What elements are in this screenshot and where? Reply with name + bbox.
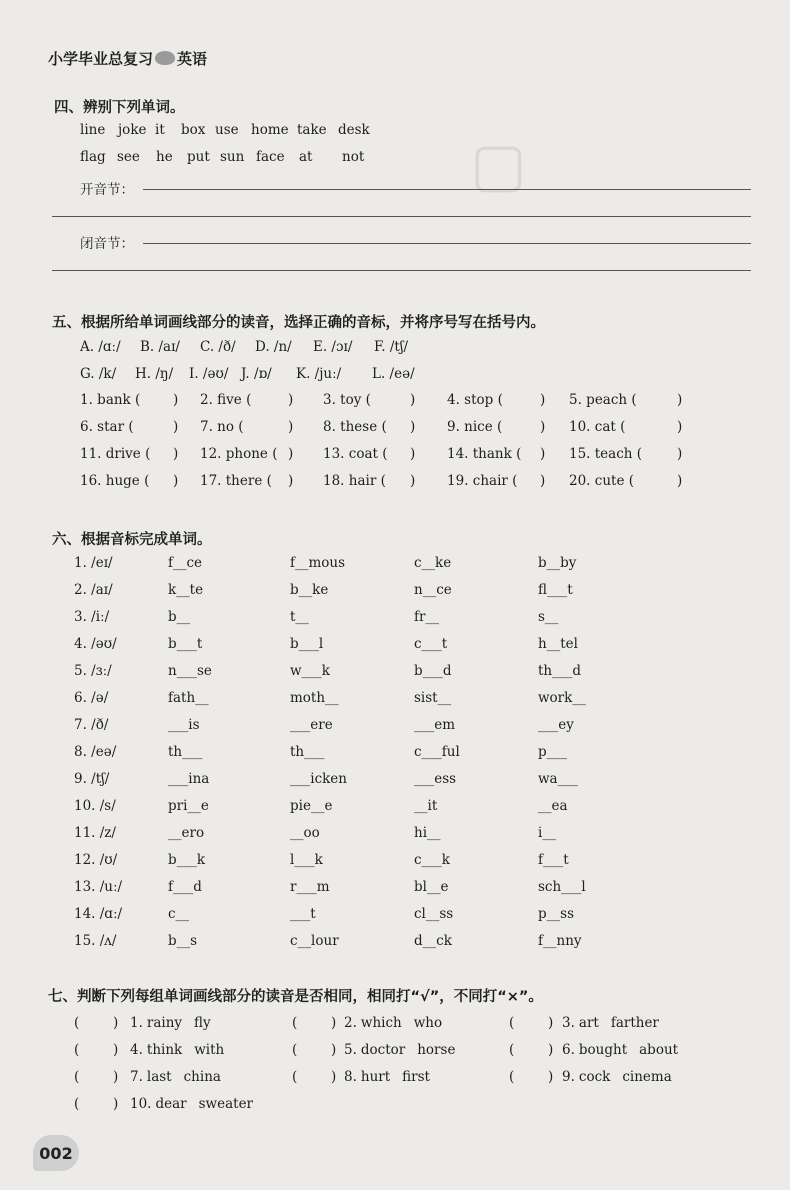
word-blank[interactable]: pie__e bbox=[290, 798, 333, 814]
phonetic-option: F. /tʃ/ bbox=[374, 339, 409, 355]
word-blank[interactable]: ___is bbox=[168, 717, 200, 733]
open-answer-line-2[interactable] bbox=[52, 216, 751, 217]
word-blank[interactable]: w___k bbox=[290, 663, 330, 679]
phonetic-option: L. /eə/ bbox=[372, 366, 415, 382]
word-one: last bbox=[146, 1069, 172, 1085]
word-blank[interactable]: f__mous bbox=[290, 555, 346, 571]
answer-item[interactable]: 7. no ( bbox=[200, 419, 244, 435]
bracket-close: ) bbox=[540, 419, 546, 435]
page-header bbox=[48, 48, 207, 69]
phonetic-label: 1. /eɪ/ bbox=[74, 555, 113, 571]
word-blank[interactable]: b__ bbox=[168, 609, 191, 625]
phonetic-label: 13. /uː/ bbox=[74, 879, 123, 895]
answer-bracket-open[interactable]: ( bbox=[74, 1096, 80, 1112]
word-blank[interactable]: th___ bbox=[168, 744, 203, 760]
section-7-title: 七、判断下列每组单词画线部分的读音是否相同，相同打“√”，不同打“×”。 bbox=[48, 989, 543, 1005]
open-syllable-label: 开音节： bbox=[80, 182, 134, 198]
page-number: 002 bbox=[33, 1135, 79, 1171]
bracket-close: ) bbox=[677, 446, 683, 462]
answer-bracket-close[interactable]: ) bbox=[548, 1069, 554, 1085]
word-blank[interactable]: b___t bbox=[168, 636, 203, 652]
bracket-close: ) bbox=[677, 473, 683, 489]
word-item: flag bbox=[80, 149, 106, 165]
word-blank[interactable]: wa___ bbox=[538, 771, 578, 787]
bracket-close: ) bbox=[410, 446, 416, 462]
phonetic-option: C. /ð/ bbox=[200, 339, 236, 355]
phonetic-option: A. /ɑː/ bbox=[80, 339, 121, 355]
phonetic-option: D. /n/ bbox=[255, 339, 292, 355]
word-two: about bbox=[639, 1042, 679, 1058]
word-blank[interactable]: pri__e bbox=[168, 798, 209, 814]
word-pair bbox=[344, 1015, 442, 1031]
word-one: dear bbox=[155, 1096, 187, 1112]
bracket-close: ) bbox=[540, 392, 546, 408]
answer-item[interactable]: 19. chair ( bbox=[447, 473, 518, 489]
answer-item[interactable]: 3. toy ( bbox=[323, 392, 371, 408]
phonetic-label: 12. /ʊ/ bbox=[74, 852, 118, 868]
open-answer-line-1[interactable] bbox=[143, 189, 751, 190]
item-number: 6. bbox=[562, 1042, 575, 1058]
phonetic-label: 6. /ə/ bbox=[74, 690, 109, 706]
word-blank[interactable]: n__ce bbox=[414, 582, 452, 598]
closed-answer-line-2[interactable] bbox=[52, 270, 751, 271]
answer-item[interactable]: 20. cute ( bbox=[569, 473, 634, 489]
word-blank[interactable]: bl__e bbox=[414, 879, 449, 895]
phonetic-label: 2. /aɪ/ bbox=[74, 582, 113, 598]
word-item: face bbox=[256, 149, 285, 165]
word-blank[interactable]: f__nny bbox=[538, 933, 582, 949]
word-two: china bbox=[183, 1069, 221, 1085]
answer-bracket-close[interactable]: ) bbox=[331, 1069, 337, 1085]
answer-bracket-close[interactable]: ) bbox=[331, 1042, 337, 1058]
word-blank[interactable]: i__ bbox=[538, 825, 556, 841]
answer-item[interactable]: 12. phone ( bbox=[200, 446, 278, 462]
item-number: 3. bbox=[562, 1015, 575, 1031]
phonetic-option: E. /ɔɪ/ bbox=[313, 339, 353, 355]
word-item: it bbox=[155, 122, 165, 138]
word-blank[interactable]: p__ss bbox=[538, 906, 574, 922]
item-number: 5. bbox=[344, 1042, 357, 1058]
word-pair bbox=[562, 1069, 672, 1085]
answer-item[interactable]: 15. teach ( bbox=[569, 446, 643, 462]
phonetic-option: J. /ɒ/ bbox=[241, 366, 272, 382]
word-blank[interactable]: l___k bbox=[290, 852, 323, 868]
word-item: see bbox=[117, 149, 140, 165]
word-blank[interactable]: work__ bbox=[538, 690, 586, 706]
word-blank[interactable]: fl___t bbox=[538, 582, 573, 598]
word-blank[interactable]: ___ere bbox=[290, 717, 333, 733]
phonetic-option: H. /ŋ/ bbox=[135, 366, 174, 382]
bracket-close: ) bbox=[288, 446, 294, 462]
phonetic-label: 8. /eə/ bbox=[74, 744, 117, 760]
word-blank[interactable]: k__te bbox=[168, 582, 204, 598]
word-two: who bbox=[413, 1015, 443, 1031]
word-blank[interactable]: d__ck bbox=[414, 933, 452, 949]
bracket-close: ) bbox=[173, 392, 179, 408]
section-6-title: 六、根据音标完成单词。 bbox=[52, 532, 212, 548]
word-item: at bbox=[299, 149, 313, 165]
word-blank[interactable]: th___d bbox=[538, 663, 582, 679]
word-blank[interactable]: __oo bbox=[290, 825, 320, 841]
word-item: not bbox=[342, 149, 365, 165]
word-item: line bbox=[80, 122, 106, 138]
answer-item[interactable]: 14. thank ( bbox=[447, 446, 522, 462]
word-blank[interactable]: fath__ bbox=[168, 690, 209, 706]
word-blank[interactable]: b__by bbox=[538, 555, 577, 571]
answer-bracket-close[interactable]: ) bbox=[113, 1015, 119, 1031]
phonetic-label: 10. /s/ bbox=[74, 798, 116, 814]
word-blank[interactable]: moth__ bbox=[290, 690, 339, 706]
word-blank[interactable]: f___d bbox=[168, 879, 202, 895]
answer-bracket-open[interactable]: ( bbox=[509, 1015, 515, 1031]
word-blank[interactable]: r___m bbox=[290, 879, 330, 895]
phonetic-label: 3. /iː/ bbox=[74, 609, 110, 625]
word-blank[interactable]: __it bbox=[414, 798, 438, 814]
word-pair bbox=[344, 1069, 430, 1085]
answer-item[interactable]: 6. star ( bbox=[80, 419, 134, 435]
word-blank[interactable]: h__tel bbox=[538, 636, 578, 652]
word-one: hurt bbox=[360, 1069, 391, 1085]
bracket-close: ) bbox=[410, 392, 416, 408]
answer-item[interactable]: 16. huge ( bbox=[80, 473, 150, 489]
word-two: cinema bbox=[622, 1069, 672, 1085]
word-one: which bbox=[360, 1015, 402, 1031]
phonetic-option: G. /k/ bbox=[80, 366, 117, 382]
word-blank[interactable]: th___ bbox=[290, 744, 325, 760]
word-item: he bbox=[156, 149, 173, 165]
answer-bracket-open[interactable]: ( bbox=[74, 1015, 80, 1031]
phonetic-label: 4. /əʊ/ bbox=[74, 636, 117, 652]
show-through-ghost: ▢ bbox=[470, 130, 527, 200]
word-blank[interactable]: b___k bbox=[168, 852, 206, 868]
word-item: take bbox=[297, 122, 327, 138]
item-number: 4. bbox=[130, 1042, 143, 1058]
word-one: bought bbox=[578, 1042, 628, 1058]
header-subject: 英语 bbox=[177, 50, 208, 68]
bracket-close: ) bbox=[677, 419, 683, 435]
answer-item[interactable]: 18. hair ( bbox=[323, 473, 386, 489]
word-blank[interactable]: c__ke bbox=[414, 555, 452, 571]
word-blank[interactable]: f__ce bbox=[168, 555, 203, 571]
word-pair bbox=[562, 1042, 678, 1058]
bracket-close: ) bbox=[410, 419, 416, 435]
word-blank[interactable]: ___icken bbox=[290, 771, 347, 787]
phonetic-label: 14. /ɑː/ bbox=[74, 906, 123, 922]
word-item: desk bbox=[338, 122, 370, 138]
word-one: doctor bbox=[360, 1042, 406, 1058]
answer-bracket-close[interactable]: ) bbox=[548, 1015, 554, 1031]
word-blank[interactable]: c___ful bbox=[414, 744, 460, 760]
answer-bracket-close[interactable]: ) bbox=[113, 1042, 119, 1058]
word-blank[interactable]: f___t bbox=[538, 852, 569, 868]
word-blank[interactable]: fr__ bbox=[414, 609, 439, 625]
answer-item[interactable]: 2. five ( bbox=[200, 392, 252, 408]
bracket-close: ) bbox=[288, 473, 294, 489]
word-item: sun bbox=[220, 149, 245, 165]
phonetic-option: I. /əʊ/ bbox=[189, 366, 229, 382]
answer-item[interactable]: 4. stop ( bbox=[447, 392, 503, 408]
word-pair bbox=[130, 1096, 253, 1112]
word-blank[interactable]: b___l bbox=[290, 636, 324, 652]
bracket-close: ) bbox=[173, 419, 179, 435]
bird-icon bbox=[155, 51, 175, 65]
phonetic-label: 15. /ʌ/ bbox=[74, 933, 117, 949]
section-4-title: 四、辨别下列单词。 bbox=[54, 100, 185, 116]
phonetic-label: 9. /tʃ/ bbox=[74, 771, 110, 787]
word-one: rainy bbox=[146, 1015, 183, 1031]
word-blank[interactable]: p___ bbox=[538, 744, 567, 760]
answer-bracket-open[interactable]: ( bbox=[74, 1042, 80, 1058]
word-blank[interactable]: s__ bbox=[538, 609, 559, 625]
word-blank[interactable]: cl__ss bbox=[414, 906, 454, 922]
item-number: 7. bbox=[130, 1069, 143, 1085]
item-number: 2. bbox=[344, 1015, 357, 1031]
word-item: box bbox=[181, 122, 206, 138]
word-pair bbox=[130, 1042, 224, 1058]
phonetic-label: 5. /ɜː/ bbox=[74, 663, 112, 679]
bracket-close: ) bbox=[173, 446, 179, 462]
word-blank[interactable]: n___se bbox=[168, 663, 212, 679]
answer-item[interactable]: 8. these ( bbox=[323, 419, 387, 435]
word-blank[interactable]: sch___l bbox=[538, 879, 586, 895]
answer-item[interactable]: 13. coat ( bbox=[323, 446, 388, 462]
answer-bracket-open[interactable]: ( bbox=[509, 1042, 515, 1058]
answer-bracket-close[interactable]: ) bbox=[113, 1069, 119, 1085]
bracket-close: ) bbox=[540, 473, 546, 489]
answer-bracket-open[interactable]: ( bbox=[292, 1015, 298, 1031]
word-blank[interactable]: hi__ bbox=[414, 825, 441, 841]
answer-bracket-close[interactable]: ) bbox=[331, 1015, 337, 1031]
header-title: 小学毕业总复习 bbox=[48, 50, 154, 68]
answer-item[interactable]: 1. bank ( bbox=[80, 392, 141, 408]
word-blank[interactable]: c__ bbox=[168, 906, 190, 922]
word-pair bbox=[562, 1015, 659, 1031]
word-blank[interactable]: t__ bbox=[290, 609, 309, 625]
answer-bracket-open[interactable]: ( bbox=[292, 1069, 298, 1085]
word-blank[interactable]: sist__ bbox=[414, 690, 452, 706]
answer-item[interactable]: 17. there ( bbox=[200, 473, 272, 489]
word-pair bbox=[130, 1069, 221, 1085]
word-one: art bbox=[578, 1015, 599, 1031]
bracket-close: ) bbox=[173, 473, 179, 489]
bracket-close: ) bbox=[288, 419, 294, 435]
bracket-close: ) bbox=[288, 392, 294, 408]
word-item: joke bbox=[118, 122, 147, 138]
word-blank[interactable]: ___ey bbox=[538, 717, 574, 733]
word-two: first bbox=[402, 1069, 430, 1085]
word-blank[interactable]: ___ess bbox=[414, 771, 457, 787]
answer-item[interactable]: 5. peach ( bbox=[569, 392, 637, 408]
word-two: horse bbox=[417, 1042, 456, 1058]
word-two: sweater bbox=[198, 1096, 254, 1112]
closed-syllable-label: 闭音节： bbox=[80, 236, 134, 252]
item-number: 1. bbox=[130, 1015, 143, 1031]
answer-item[interactable]: 10. cat ( bbox=[569, 419, 626, 435]
word-item: use bbox=[215, 122, 239, 138]
word-blank[interactable]: c___t bbox=[414, 636, 448, 652]
word-item: home bbox=[251, 122, 289, 138]
bracket-close: ) bbox=[677, 392, 683, 408]
word-two: fly bbox=[194, 1015, 211, 1031]
word-blank[interactable]: c___k bbox=[414, 852, 450, 868]
word-blank[interactable]: ___t bbox=[290, 906, 316, 922]
word-blank[interactable]: __ea bbox=[538, 798, 568, 814]
word-one: think bbox=[146, 1042, 183, 1058]
phonetic-option: K. /juː/ bbox=[296, 366, 342, 382]
item-number: 8. bbox=[344, 1069, 357, 1085]
phonetic-option: B. /aɪ/ bbox=[140, 339, 180, 355]
item-number: 9. bbox=[562, 1069, 575, 1085]
section-5-title: 五、根据所给单词画线部分的读音，选择正确的音标，并将序号写在括号内。 bbox=[52, 315, 545, 331]
answer-bracket-open[interactable]: ( bbox=[74, 1069, 80, 1085]
answer-item[interactable]: 9. nice ( bbox=[447, 419, 503, 435]
word-blank[interactable]: __ero bbox=[168, 825, 205, 841]
word-blank[interactable]: ___ina bbox=[168, 771, 210, 787]
word-one: cock bbox=[578, 1069, 611, 1085]
word-blank[interactable]: c__lour bbox=[290, 933, 339, 949]
word-two: with bbox=[194, 1042, 225, 1058]
answer-bracket-close[interactable]: ) bbox=[113, 1096, 119, 1112]
answer-bracket-open[interactable]: ( bbox=[292, 1042, 298, 1058]
word-blank[interactable]: b__s bbox=[168, 933, 198, 949]
word-blank[interactable]: b__ke bbox=[290, 582, 329, 598]
bracket-close: ) bbox=[410, 473, 416, 489]
phonetic-label: 11. /z/ bbox=[74, 825, 116, 841]
phonetic-label: 7. /ð/ bbox=[74, 717, 109, 733]
answer-bracket-open[interactable]: ( bbox=[509, 1069, 515, 1085]
item-number: 10. bbox=[130, 1096, 152, 1112]
bracket-close: ) bbox=[540, 446, 546, 462]
word-blank[interactable]: b___d bbox=[414, 663, 452, 679]
closed-answer-line-1[interactable] bbox=[143, 243, 751, 244]
word-item: put bbox=[187, 149, 210, 165]
answer-item[interactable]: 11. drive ( bbox=[80, 446, 151, 462]
word-pair bbox=[130, 1015, 211, 1031]
answer-bracket-close[interactable]: ) bbox=[548, 1042, 554, 1058]
word-two: farther bbox=[610, 1015, 659, 1031]
word-blank[interactable]: ___em bbox=[414, 717, 456, 733]
word-pair bbox=[344, 1042, 455, 1058]
